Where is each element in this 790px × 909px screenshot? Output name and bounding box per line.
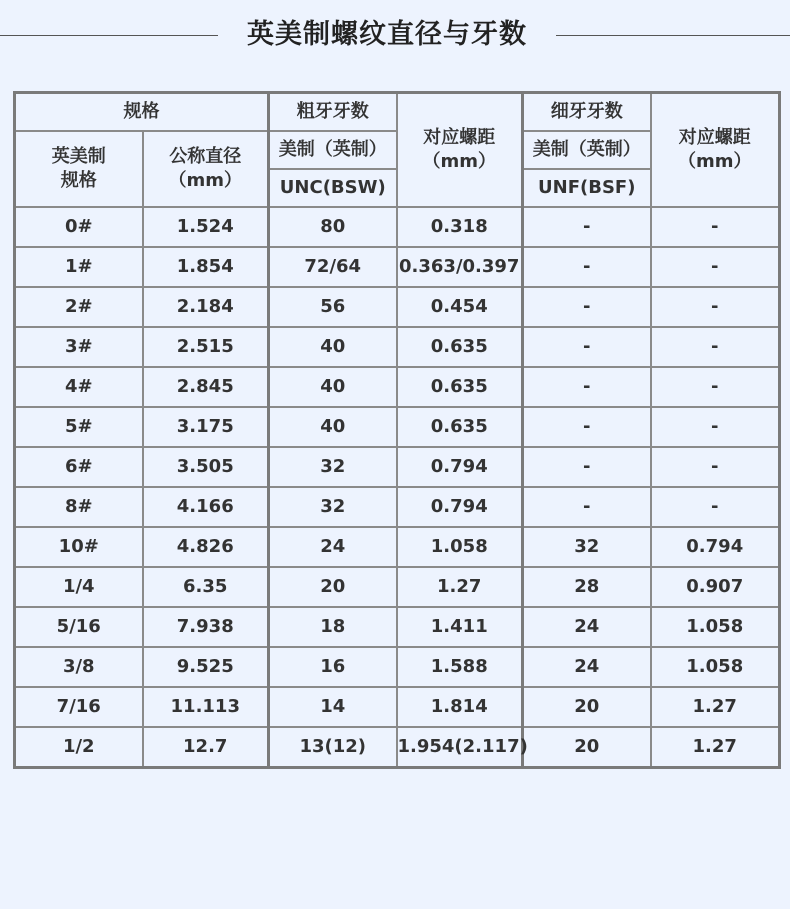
- cell-diameter: 1.524: [143, 207, 269, 247]
- header-fine-pitch: [651, 93, 780, 208]
- cell-fine-count: -: [523, 487, 651, 527]
- cell-fine-count: -: [523, 367, 651, 407]
- table-row: [15, 487, 780, 527]
- cell-coarse-count: 20: [269, 567, 397, 607]
- header-size: [15, 131, 143, 207]
- cell-coarse-count: 56: [269, 287, 397, 327]
- table-row: [15, 327, 780, 367]
- cell-fine-count: 24: [523, 607, 651, 647]
- cell-coarse-count: 40: [269, 367, 397, 407]
- table-row: [15, 207, 780, 247]
- cell-fine-pitch: -: [651, 487, 780, 527]
- table-row: [15, 607, 780, 647]
- table-body: [15, 93, 780, 768]
- cell-diameter: 11.113: [143, 687, 269, 727]
- cell-size: 3#: [15, 327, 143, 367]
- cell-size: 0#: [15, 207, 143, 247]
- cell-diameter: 9.525: [143, 647, 269, 687]
- cell-size: 1/2: [15, 727, 143, 768]
- cell-fine-count: 28: [523, 567, 651, 607]
- title-divider-left: [0, 35, 218, 36]
- cell-size: 5#: [15, 407, 143, 447]
- cell-fine-pitch: -: [651, 407, 780, 447]
- cell-fine-pitch: 1.27: [651, 687, 780, 727]
- cell-fine-pitch: 1.058: [651, 647, 780, 687]
- cell-fine-pitch: 0.907: [651, 567, 780, 607]
- table-row: [15, 367, 780, 407]
- header-row-1: [15, 93, 780, 132]
- cell-size: 10#: [15, 527, 143, 567]
- cell-fine-count: -: [523, 207, 651, 247]
- header-fine-pitch-line1: 对应螺距: [678, 127, 751, 148]
- cell-diameter: 3.505: [143, 447, 269, 487]
- cell-size: 6#: [15, 447, 143, 487]
- cell-coarse-pitch: 0.635: [397, 327, 523, 367]
- header-size-line1: 英美制: [51, 146, 106, 167]
- cell-coarse-pitch: 0.318: [397, 207, 523, 247]
- table-row: [15, 687, 780, 727]
- header-diameter-line1: 公称直径: [169, 146, 242, 167]
- cell-fine-pitch: -: [651, 447, 780, 487]
- cell-coarse-pitch: 0.454: [397, 287, 523, 327]
- thread-spec-table: [13, 91, 781, 769]
- header-coarse-pitch-line1: 对应螺距: [423, 127, 496, 148]
- cell-fine-count: -: [523, 287, 651, 327]
- cell-size: 3/8: [15, 647, 143, 687]
- header-fine-sub: 美制（英制）: [523, 131, 651, 169]
- cell-size: 2#: [15, 287, 143, 327]
- cell-coarse-pitch: 1.954(2.117): [397, 727, 523, 768]
- table-row: [15, 287, 780, 327]
- cell-fine-pitch: -: [651, 327, 780, 367]
- cell-diameter: 2.515: [143, 327, 269, 367]
- cell-fine-pitch: -: [651, 247, 780, 287]
- cell-coarse-pitch: 1.411: [397, 607, 523, 647]
- cell-size: 4#: [15, 367, 143, 407]
- cell-diameter: 7.938: [143, 607, 269, 647]
- cell-fine-pitch: 0.794: [651, 527, 780, 567]
- cell-diameter: 1.854: [143, 247, 269, 287]
- cell-coarse-count: 14: [269, 687, 397, 727]
- cell-diameter: 4.826: [143, 527, 269, 567]
- cell-coarse-count: 18: [269, 607, 397, 647]
- cell-diameter: 4.166: [143, 487, 269, 527]
- cell-fine-count: -: [523, 407, 651, 447]
- cell-fine-count: -: [523, 447, 651, 487]
- header-coarse-std: UNC(BSW): [269, 169, 397, 207]
- cell-coarse-pitch: 0.635: [397, 407, 523, 447]
- cell-fine-count: 32: [523, 527, 651, 567]
- cell-coarse-count: 80: [269, 207, 397, 247]
- cell-fine-count: 20: [523, 687, 651, 727]
- cell-diameter: 2.184: [143, 287, 269, 327]
- cell-coarse-pitch: 0.363/0.397: [397, 247, 523, 287]
- table-row: [15, 247, 780, 287]
- cell-size: 5/16: [15, 607, 143, 647]
- cell-diameter: 3.175: [143, 407, 269, 447]
- cell-coarse-count: 32: [269, 487, 397, 527]
- table-row: [15, 527, 780, 567]
- header-diameter-line2: （mm）: [168, 170, 242, 191]
- header-coarse-pitch-line2: （mm）: [422, 151, 496, 172]
- cell-coarse-count: 32: [269, 447, 397, 487]
- header-fine-std: UNF(BSF): [523, 169, 651, 207]
- cell-coarse-count: 16: [269, 647, 397, 687]
- table-row: [15, 727, 780, 768]
- header-coarse-sub: 美制（英制）: [269, 131, 397, 169]
- cell-diameter: 2.845: [143, 367, 269, 407]
- header-size-line2: 规格: [60, 170, 97, 191]
- cell-coarse-pitch: 0.794: [397, 447, 523, 487]
- header-coarse: 粗牙牙数: [269, 93, 397, 132]
- cell-fine-pitch: -: [651, 207, 780, 247]
- cell-coarse-pitch: 0.794: [397, 487, 523, 527]
- cell-diameter: 6.35: [143, 567, 269, 607]
- cell-coarse-pitch: 0.635: [397, 367, 523, 407]
- cell-size: 8#: [15, 487, 143, 527]
- title-divider-right: [556, 35, 790, 36]
- cell-coarse-pitch: 1.814: [397, 687, 523, 727]
- cell-coarse-pitch: 1.588: [397, 647, 523, 687]
- cell-coarse-count: 24: [269, 527, 397, 567]
- cell-coarse-count: 13(12): [269, 727, 397, 768]
- page-title: 英美制螺纹直径与牙数: [247, 19, 527, 50]
- cell-fine-pitch: 1.058: [651, 607, 780, 647]
- cell-fine-pitch: 1.27: [651, 727, 780, 768]
- cell-fine-pitch: -: [651, 287, 780, 327]
- header-diameter: [143, 131, 269, 207]
- cell-coarse-count: 72/64: [269, 247, 397, 287]
- cell-size: 1/4: [15, 567, 143, 607]
- cell-fine-count: 20: [523, 727, 651, 768]
- table-row: [15, 447, 780, 487]
- cell-coarse-count: 40: [269, 407, 397, 447]
- header-fine: 细牙牙数: [523, 93, 651, 132]
- cell-size: 7/16: [15, 687, 143, 727]
- header-fine-pitch-line2: （mm）: [677, 151, 752, 172]
- cell-fine-count: -: [523, 327, 651, 367]
- header-coarse-pitch: [397, 93, 523, 208]
- cell-fine-pitch: -: [651, 367, 780, 407]
- header-spec: 规格: [15, 93, 269, 132]
- cell-fine-count: 24: [523, 647, 651, 687]
- cell-fine-count: -: [523, 247, 651, 287]
- table-row: [15, 567, 780, 607]
- title-row: [0, 14, 790, 58]
- cell-coarse-pitch: 1.27: [397, 567, 523, 607]
- cell-size: 1#: [15, 247, 143, 287]
- cell-coarse-pitch: 1.058: [397, 527, 523, 567]
- table-row: [15, 407, 780, 447]
- cell-coarse-count: 40: [269, 327, 397, 367]
- cell-diameter: 12.7: [143, 727, 269, 768]
- table-row: [15, 647, 780, 687]
